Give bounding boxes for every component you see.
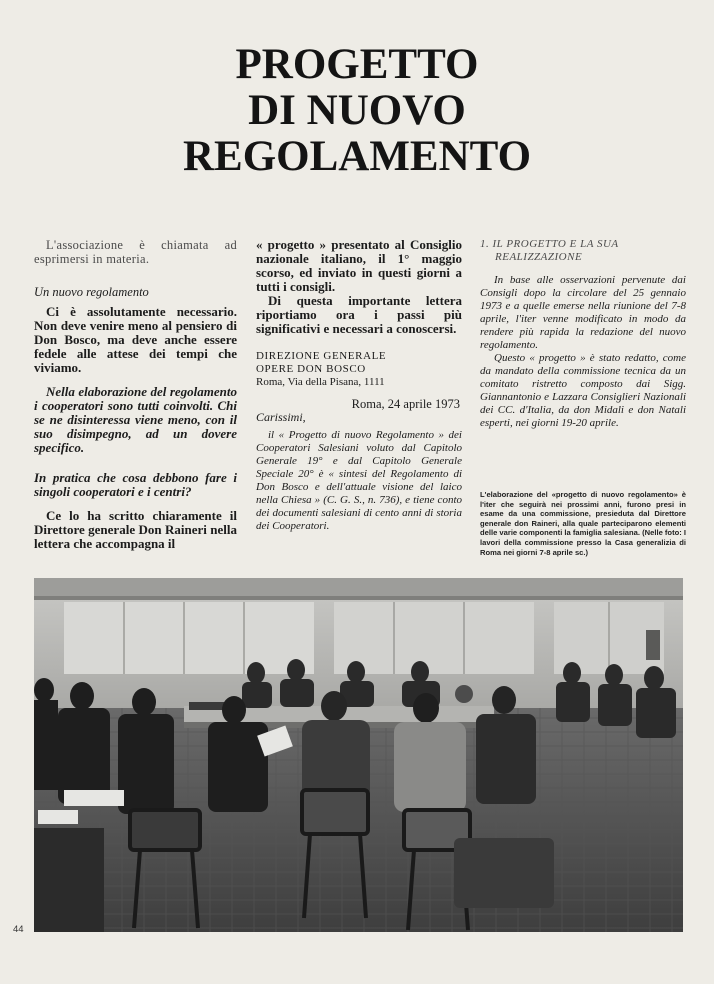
- title-line-1: PROGETTO: [235, 41, 479, 88]
- page-title: [120, 42, 594, 180]
- letterhead-address: Roma, Via della Pisana, 1111: [256, 376, 385, 388]
- letter-body: il « Progetto di nuovo Regolamento » dei Cooperatori Salesiani voluto dal Capitolo Generale 19° e dal Capitolo Generale Speciale 20° è « sintesi del Regolamento di Don Bosco e dell'attuale visione del laico nella Chiesa » (C. G. S., n. 736), e tiene conto dei documenti salesiani di cento anni di storia dei Cooperatori.: [256, 429, 462, 532]
- title-line-2: DI NUOVO: [248, 87, 466, 134]
- paragraph-director-letter: Ce lo ha scritto chiaramente il Direttore generale Don Raineri nella lettera che accompagna il: [34, 508, 237, 551]
- paragraph-letter-intro: Di questa importante lettera riportiamo ora i passi più significativi e necessari a conoscersi.: [256, 293, 462, 336]
- column-2: [256, 238, 462, 533]
- lead-paragraph: L'associazione è chiamata ad esprimersi in materia.: [34, 238, 237, 266]
- paragraph-observations: In base alle osservazioni pervenute dai Consigli dopo la circolare del 25 gennaio 1973 e a quelle emerse nella riunione del 7-8 aprile, l'iter venne modificato in modo da rendere più rapida la redazione del nuovo regolamento.: [480, 274, 686, 351]
- letter-date: Roma, 24 aprile 1973: [351, 397, 460, 411]
- meeting-photo: [34, 578, 683, 932]
- section-heading-line-1: 1. IL PROGETTO E LA SUA: [480, 238, 619, 250]
- page-number: 44: [13, 924, 24, 935]
- letter-salutation: Carissimi,: [256, 410, 306, 424]
- title-line-3: REGOLAMENTO: [182, 133, 532, 180]
- letterhead-line-2: OPERE DON BOSCO: [256, 363, 366, 375]
- photo-caption: L'elaborazione del «progetto di nuovo regolamento» è l'iter che seguirà nei prossimi anni, furono presi in esame da una commissione, presieduta dal Direttore generale don Raineri, alla quale parteciparono elementi delle varie componenti la famiglia salesiana. (Nelle foto: I lavori della commissione presso la Casa generalizia di Roma nei giorni 7-8 aprile sc.): [480, 490, 686, 557]
- section-heading: [480, 238, 686, 264]
- subheading-in-practice: In pratica che cosa debbono fare i singoli cooperatori e i centri?: [34, 470, 237, 499]
- paragraph-involvement: Nella elaborazione del regolamento i cooperatori sono tutti coinvolti. Chi se ne disinteressa viene meno, con il suo disimpegno, ad un dovere specifico.: [34, 384, 237, 455]
- column-3: [480, 238, 686, 430]
- letterhead-line-1: DIREZIONE GENERALE: [256, 350, 387, 362]
- paragraph-project-drafted: Questo « progetto » è stato redatto, come da mandato della commissione tecnica da un comitato ristretto composto dai Sigg. Giannantonio e Lazzara Consiglieri Nazionali dei CC. d'Italia, da don Midali e don Natali esperti, nei giorni 19-20 aprile.: [480, 352, 686, 429]
- paragraph-necessity: Ci è assolutamente necessario. Non deve venire meno al pensiero di Don Bosco, ma deve anche essere fedele alle attese dei tempi che viviamo.: [34, 304, 237, 375]
- column-1: [34, 238, 237, 551]
- paragraph-project-presented: « progetto » presentato al Consiglio nazionale italiano, il 1° maggio scorso, ed inviato in questi giorni a tutti i consigli.: [256, 237, 462, 294]
- section-heading-line-2: REALIZZAZIONE: [495, 251, 583, 263]
- subheading-new-regulation: Un nuovo regolamento: [34, 285, 149, 299]
